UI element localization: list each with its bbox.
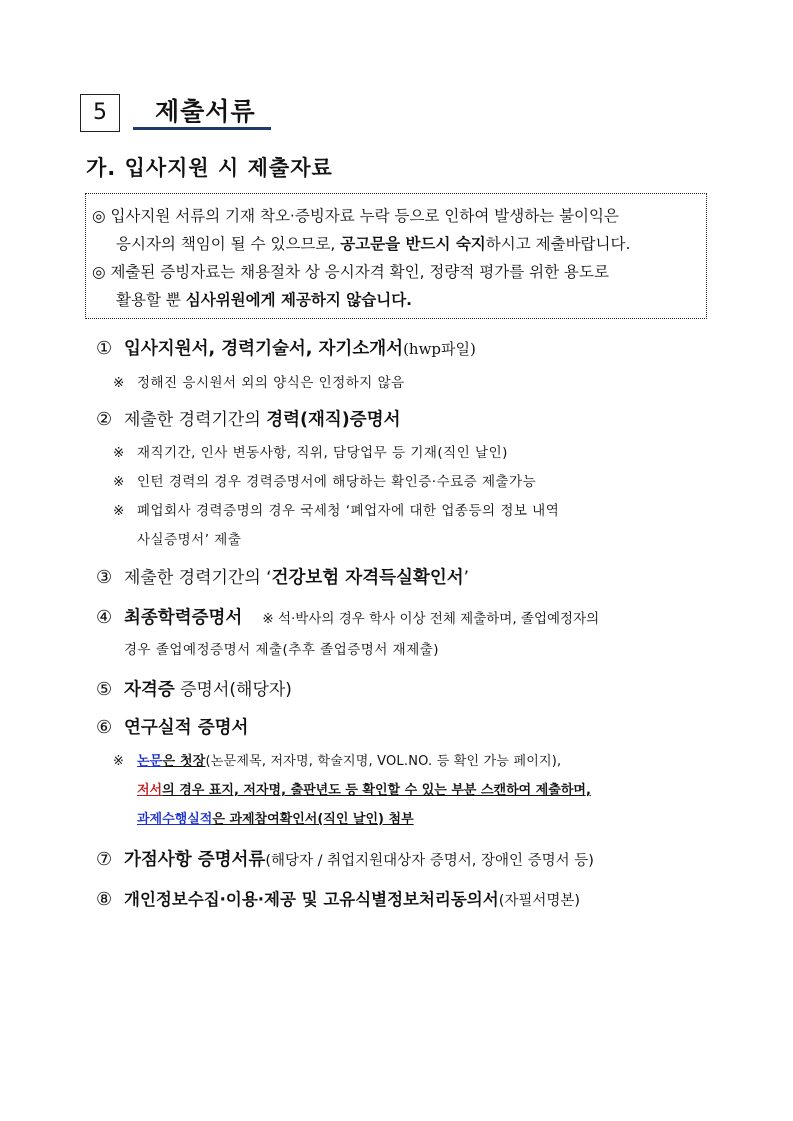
- item-1-note: [113, 371, 405, 391]
- note-mark: ※: [113, 375, 125, 391]
- item-number: ②: [96, 409, 113, 430]
- notice-line-4: [92, 286, 700, 314]
- item-8: [96, 886, 580, 910]
- notice-box: [85, 193, 707, 319]
- project-text: 은 과제참여확인서(직인 날인) 첨부: [212, 812, 414, 827]
- notice-line-2: [92, 230, 700, 258]
- item-inline-note: ※ 석·박사의 경우 학사 이상 전체 제출하며, 졸업예정자의: [262, 611, 600, 627]
- item-2: [96, 405, 401, 431]
- item-number: ⑦: [96, 849, 113, 870]
- item-title: 건강보험 자격득실확인서: [271, 568, 464, 588]
- project-label: 과제수행실적: [137, 812, 213, 827]
- paper-label: 논문: [137, 754, 163, 769]
- item-2-note-3: [113, 499, 559, 519]
- item-pre: 제출한 경력기간의 ‘: [124, 568, 272, 588]
- item-1: [96, 335, 476, 360]
- item-5: [96, 675, 292, 701]
- note-text: 정해진 응시원서 외의 양식은 인정하지 않음: [137, 375, 405, 391]
- item-number: ③: [96, 567, 113, 588]
- item-6-note-2: [137, 779, 591, 798]
- item-number: ④: [96, 607, 113, 628]
- item-title: 최종학력증명서: [124, 608, 243, 628]
- item-7: [96, 846, 594, 871]
- item-2-note-3-cont: 사실증명서’ 제출: [137, 532, 242, 548]
- item-tail: (자필서명본): [498, 893, 581, 909]
- item-title: 개인정보수집·이용·제공 및 고유식별정보처리동의서: [124, 890, 499, 909]
- paper-emphasis: 은 첫장: [162, 754, 206, 769]
- note-text: 인턴 경력의 경우 경력증명서에 해당하는 확인증·수료증 제출가능: [137, 474, 537, 490]
- notice-emphasis: 심사위원에게 제공하지 않습니다.: [185, 291, 413, 309]
- notice-text: 하시고 제출바랍니다.: [485, 235, 631, 253]
- item-3: [96, 563, 469, 589]
- note-text: 재직기간, 인사 변동사항, 직위, 담당업무 등 기재(직인 날인): [137, 445, 508, 461]
- book-label: 저서: [137, 783, 163, 798]
- note-mark: ※: [113, 474, 125, 490]
- item-number: ⑥: [96, 717, 113, 738]
- item-title: 입사지원서, 경력기술서, 자기소개서: [124, 339, 404, 359]
- item-2-note-1: [113, 441, 508, 461]
- notice-text: 활용할 뿐: [116, 291, 186, 309]
- note-mark: ※: [113, 503, 125, 519]
- item-title: 자격증: [124, 680, 175, 700]
- note-mark: ※: [113, 754, 125, 769]
- item-number: ⑤: [96, 679, 113, 700]
- section-number: 5: [80, 94, 120, 132]
- item-2-note-2: [113, 470, 536, 490]
- item-title: 가점사항 증명서류: [124, 850, 266, 870]
- item-6-note-1: [113, 750, 561, 769]
- book-text: 의 경우 표지, 저자명, 출판년도 등 확인할 수 있는 부분 스캔하여 제출하며,: [162, 783, 591, 798]
- item-post: ’: [463, 568, 470, 588]
- item-number: ⑧: [96, 889, 113, 910]
- item-tail: (해당자 / 취업지원대상자 증명서, 장애인 증명서 등): [265, 853, 594, 869]
- item-4-note-cont: 경우 졸업예정증명서 제출(추후 졸업증명서 재제출): [124, 642, 440, 658]
- item-6: [96, 714, 248, 739]
- item-6-note-3: [137, 808, 414, 827]
- notice-text: 응시자의 책임이 될 수 있으므로,: [116, 235, 341, 253]
- section-title: 제출서류: [133, 92, 271, 130]
- notice-emphasis: 공고문을 반드시 숙지: [340, 235, 486, 253]
- item-tail: 증명서(해당자): [174, 680, 292, 700]
- item-pre: 제출한 경력기간의: [124, 410, 267, 430]
- item-number: ①: [96, 338, 113, 359]
- subsection-title: 가. 입사지원 시 제출자료: [86, 156, 333, 180]
- note-text: 폐업회사 경력증명의 경우 국세청 ‘폐업자에 대한 업종등의 정보 내역: [137, 503, 560, 519]
- item-title: 연구실적 증명서: [124, 718, 249, 738]
- item-4: [96, 604, 599, 629]
- notice-line-1: ◎ 입사지원 서류의 기재 착오·증빙자료 누락 등으로 인하여 발생하는 불이익은: [92, 207, 619, 225]
- item-tail: (hwp파일): [403, 340, 476, 358]
- note-mark: ※: [113, 445, 125, 461]
- note-text: (논문제목, 저자명, 학술지명, VOL.NO. 등 확인 가능 페이지),: [205, 754, 562, 769]
- item-title: 경력(재직)증명서: [266, 410, 401, 430]
- notice-line-3: ◎ 제출된 증빙자료는 채용절차 상 응시자격 확인, 정량적 평가를 위한 용도로: [92, 263, 609, 281]
